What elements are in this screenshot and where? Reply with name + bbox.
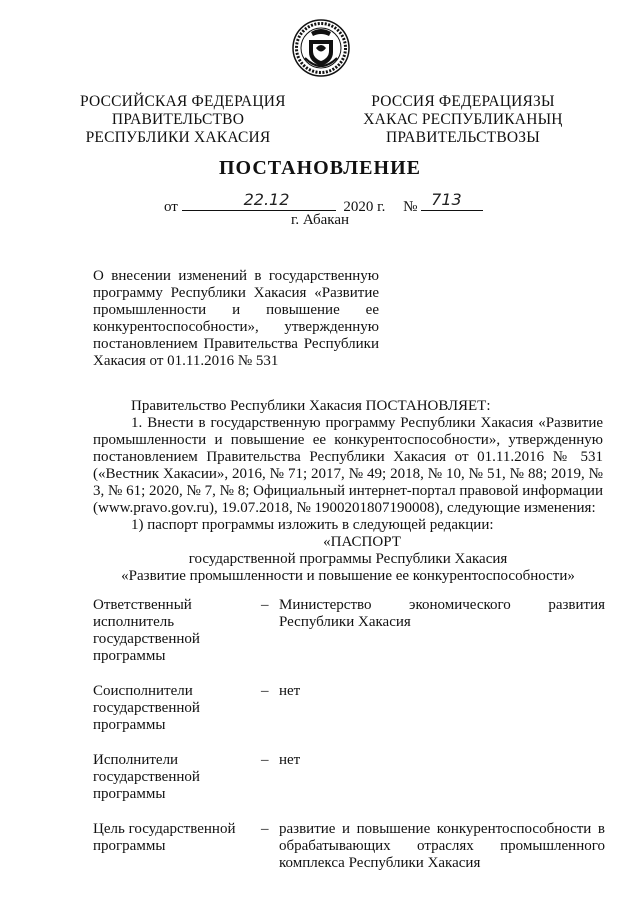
year-label: 2020 г. (343, 199, 386, 215)
passport-row-value: нет (279, 683, 301, 699)
date-prefix: от (164, 199, 178, 215)
passport-table (93, 597, 605, 889)
date-field (182, 190, 336, 211)
header-left-line: РОССИЙСКАЯ ФЕДЕРАЦИЯ (80, 93, 286, 110)
passport-row-dash: – (261, 752, 269, 768)
passport-row (93, 597, 605, 665)
header-left (80, 93, 286, 147)
passport-row (93, 821, 605, 872)
passport-row-dash: – (261, 821, 269, 837)
passport-row (93, 683, 605, 734)
passport-row (93, 752, 605, 803)
header-right-line: ПРАВИТЕЛЬСТВОЗЫ (386, 129, 540, 146)
date-handwritten: 22.12 (243, 190, 290, 209)
passport-row-label: Исполнители государственной программы (93, 752, 200, 802)
number-field (421, 190, 483, 211)
item-1-paragraph: 1. Внести в государственную программу Республики Хакасия «Развитие промышленности и повышение ее конкурентоспособности», утвержденную постановлением Правительства Республики Хакасия от 01.11.2016 № 531 («Вестник Хакасии», 2016, № 71; 2017, № 49; 2018, № 10, № 51, № 88; 2019, № 3, № 61; 2020, № 7, № 8; Официальный интернет-портал правовой информации (www.pravo.gov.ru), 19.07.2018, № 1900201807190008), следующие изменения: (93, 415, 603, 516)
passport-row-dash: – (261, 597, 269, 613)
passport-row-value: развитие и повышение конкурентоспособности в обрабатывающих отраслях промышленного комплекса Республики Хакасия (279, 821, 605, 871)
document-title: ПОСТАНОВЛЕНИЕ (219, 157, 421, 179)
passport-row-label: Соисполнители государственной программы (93, 683, 200, 733)
passport-subtitle-2: «Развитие промышленности и повышение ее конкурентоспособности» (121, 568, 575, 584)
number-handwritten: 713 (431, 190, 462, 209)
subject-heading: О внесении изменений в государственную программу Республики Хакасия «Развитие промышленности и повышение ее конкурентоспособности», утвержденную постановлением Правительства Республики Хакасия от 01.11.2016 № 531 (93, 268, 379, 369)
header-right-line: ХАКАС РЕСПУБЛИКАНЫҢ (363, 111, 563, 128)
city-label: г. Абакан (290, 212, 350, 228)
passport-row-dash: – (261, 683, 269, 699)
passport-row-label: Ответственный исполнитель государственной программы (93, 597, 200, 664)
header-right-line: РОССИЯ ФЕДЕРАЦИЯЗЫ (371, 93, 555, 110)
coat-of-arms-emblem (291, 18, 351, 78)
number-sign: № (403, 199, 418, 215)
header-left-line: РЕСПУБЛИКИ ХАКАСИЯ (85, 129, 271, 146)
passport-row-value: Министерство экономического развития Республики Хакасия (279, 597, 605, 630)
body-text (93, 398, 603, 585)
header-left-line: ПРАВИТЕЛЬСТВО (111, 111, 245, 128)
passport-row-label: Цель государственной программы (93, 821, 236, 854)
decree-line: Правительство Республики Хакасия ПОСТАНОВЛЯЕТ: (131, 398, 491, 414)
passport-subtitle-1: государственной программы Республики Хакасия (188, 551, 508, 567)
passport-title: «ПАСПОРТ (323, 534, 401, 550)
header-right (360, 93, 566, 147)
passport-row-value: нет (279, 752, 301, 768)
subitem-1-paragraph: 1) паспорт программы изложить в следующей редакции: (131, 517, 494, 533)
